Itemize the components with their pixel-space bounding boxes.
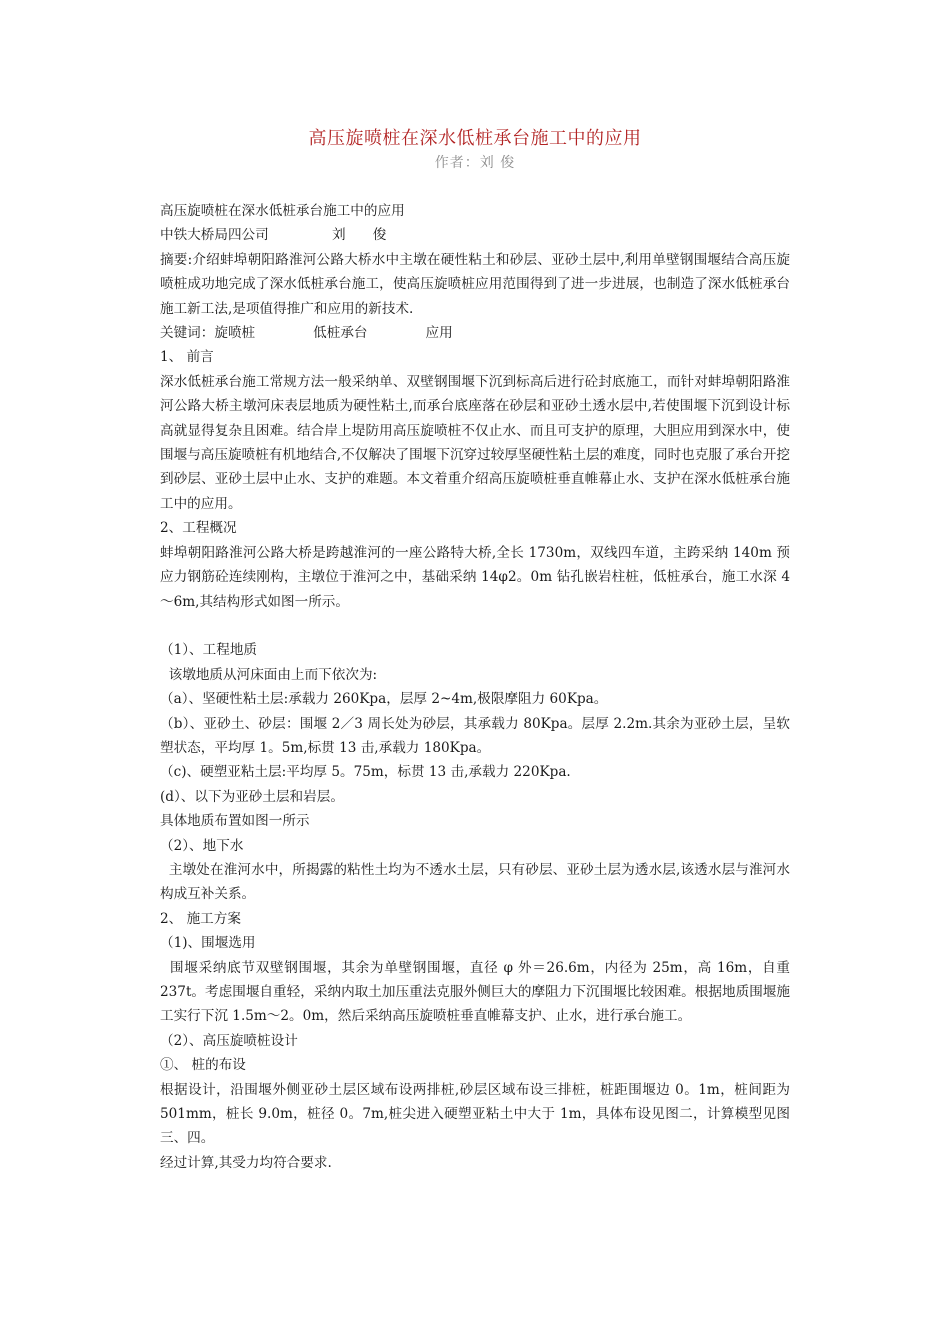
paragraph: 深水低桩承台施工常规方法一般采纳单、双壁钢围堰下沉到标高后进行砼封底施工，而针对蚌埠朝阳路淮河公路大桥主墩河床表层地质为硬性粘土,而承台底座落在砂层和亚砂土透水层中,若使围堰下沉到设计标高就显得复杂且困难。结合岸上堤防用高压旋喷桩不仅止水、而且可支护的原理，大胆应用到深水中，使围堰与高压旋喷桩有机地结合,不仅解决了围堰下沉穿过较厚坚硬性粘土层的难度，同时也克服了承台开挖到砂层、亚砂土层中止水、支护的难题。本文着重介绍高压旋喷桩垂直帷幕止水、支护在深水低桩承台施工中的应用。 [160, 373, 790, 512]
abstract: 摘要:介绍蚌埠朝阳路淮河公路大桥水中主墩在硬性粘土和砂层、亚砂土层中,利用单壁钢围堰结合高压旋喷桩成功地完成了深水低桩承台施工，使高压旋喷桩应用范围得到了进一步进展，也制造了深水低桩承台施工新工法,是项值得推广和应用的新技术. [160, 251, 790, 317]
paragraph: 具体地质布置如图一所示 [160, 813, 310, 830]
article-title: 高压旋喷桩在深水低桩承台施工中的应用 [160, 203, 405, 219]
paragraph: 经过计算,其受力均符合要求. [160, 1154, 332, 1171]
section-heading: 1、 前言 [160, 349, 214, 366]
organization: 中铁大桥局四公司 [160, 227, 269, 244]
paragraph: 蚌埠朝阳路淮河公路大桥是跨越淮河的一座公路特大桥,全长 1730m，双线四车道，主跨采纳 140m 预应力钢筋砼连续刚构，主墩位于淮河之中，基础采纳 14φ2。0m 钻孔嵌岩柱桩，低桩承台，施工水深 4～6m,其结构形式如图一所示。 [160, 544, 790, 610]
article-byline [160, 223, 790, 247]
subsection-heading: （2）、高压旋喷桩设计 [160, 1032, 298, 1049]
keyword-2: 低桩承台 [313, 325, 368, 342]
paragraph: 该墩地质从河床面由上而下依次为: [160, 666, 378, 683]
subsection-heading: ①、 桩的布设 [160, 1057, 246, 1074]
list-item: （a）、坚硬性粘土层:承载力 260Kpa，层厚 2~4m,极限摩阻力 60Kpa。 [160, 691, 608, 708]
list-item: （c)、硬塑亚粘土层:平均厚 5。75m，标贯 13 击,承载力 220Kpa. [160, 764, 571, 781]
keyword-3: 应用 [425, 325, 453, 342]
subsection-heading: （2）、地下水 [160, 837, 244, 854]
subsection-heading: （1)、围堰选用 [160, 935, 256, 952]
paragraph: 围堰采纳底节双壁钢围堰，其余为单壁钢围堰，直径 φ 外＝26.6m，内径为 25m，高 16m，自重 237t。考虑围堰自重轻，采纳内取土加压重法克服外侧巨大的摩阻力下沉围堰比较困难。根据地质围堰施工实行下沉 1.5m～2。0m，然后采纳高压旋喷桩垂直帷幕支护、止水，进行承台施工。 [160, 959, 795, 1025]
keywords [160, 321, 790, 345]
subsection-heading: （1）、工程地质 [160, 642, 258, 659]
article-body [160, 199, 795, 1175]
list-item: （b）、亚砂土、砂层：围堰 2／3 周长处为砂层，其承载力 80Kpa。层厚 2.2m.其余为亚砂土层，呈软塑状态，平均厚 1。5m,标贯 13 击,承载力 180Kpa。 [160, 715, 790, 756]
page-title: 高压旋喷桩在深水低桩承台施工中的应用 [308, 128, 642, 149]
paragraph: 根据设计，沿围堰外侧亚砂土层区域布设两排桩,砂层区域布设三排桩，桩距围堰边 0。1m，桩间距为 501mm，桩长 9.0m，桩径 0。7m,桩尖进入硬塑亚粘土中大于 1m，具体布设见图二，计算模型见图三、四。 [160, 1081, 790, 1147]
author-line: 作者：刘 俊 [434, 155, 516, 171]
figure-gap [160, 614, 790, 638]
section-heading: 2、 施工方案 [160, 910, 241, 927]
section-heading: 2、工程概况 [160, 520, 237, 537]
keywords-label: 关键词：旋喷桩 [160, 325, 256, 342]
paragraph: 主墩处在淮河水中，所揭露的粘性土均为不透水土层，只有砂层、亚砂土层为透水层,该透水层与淮河水构成互补关系。 [160, 861, 790, 903]
article-author: 刘 俊 [332, 227, 387, 244]
list-item: (d）、以下为亚砂土层和岩层。 [160, 788, 344, 805]
